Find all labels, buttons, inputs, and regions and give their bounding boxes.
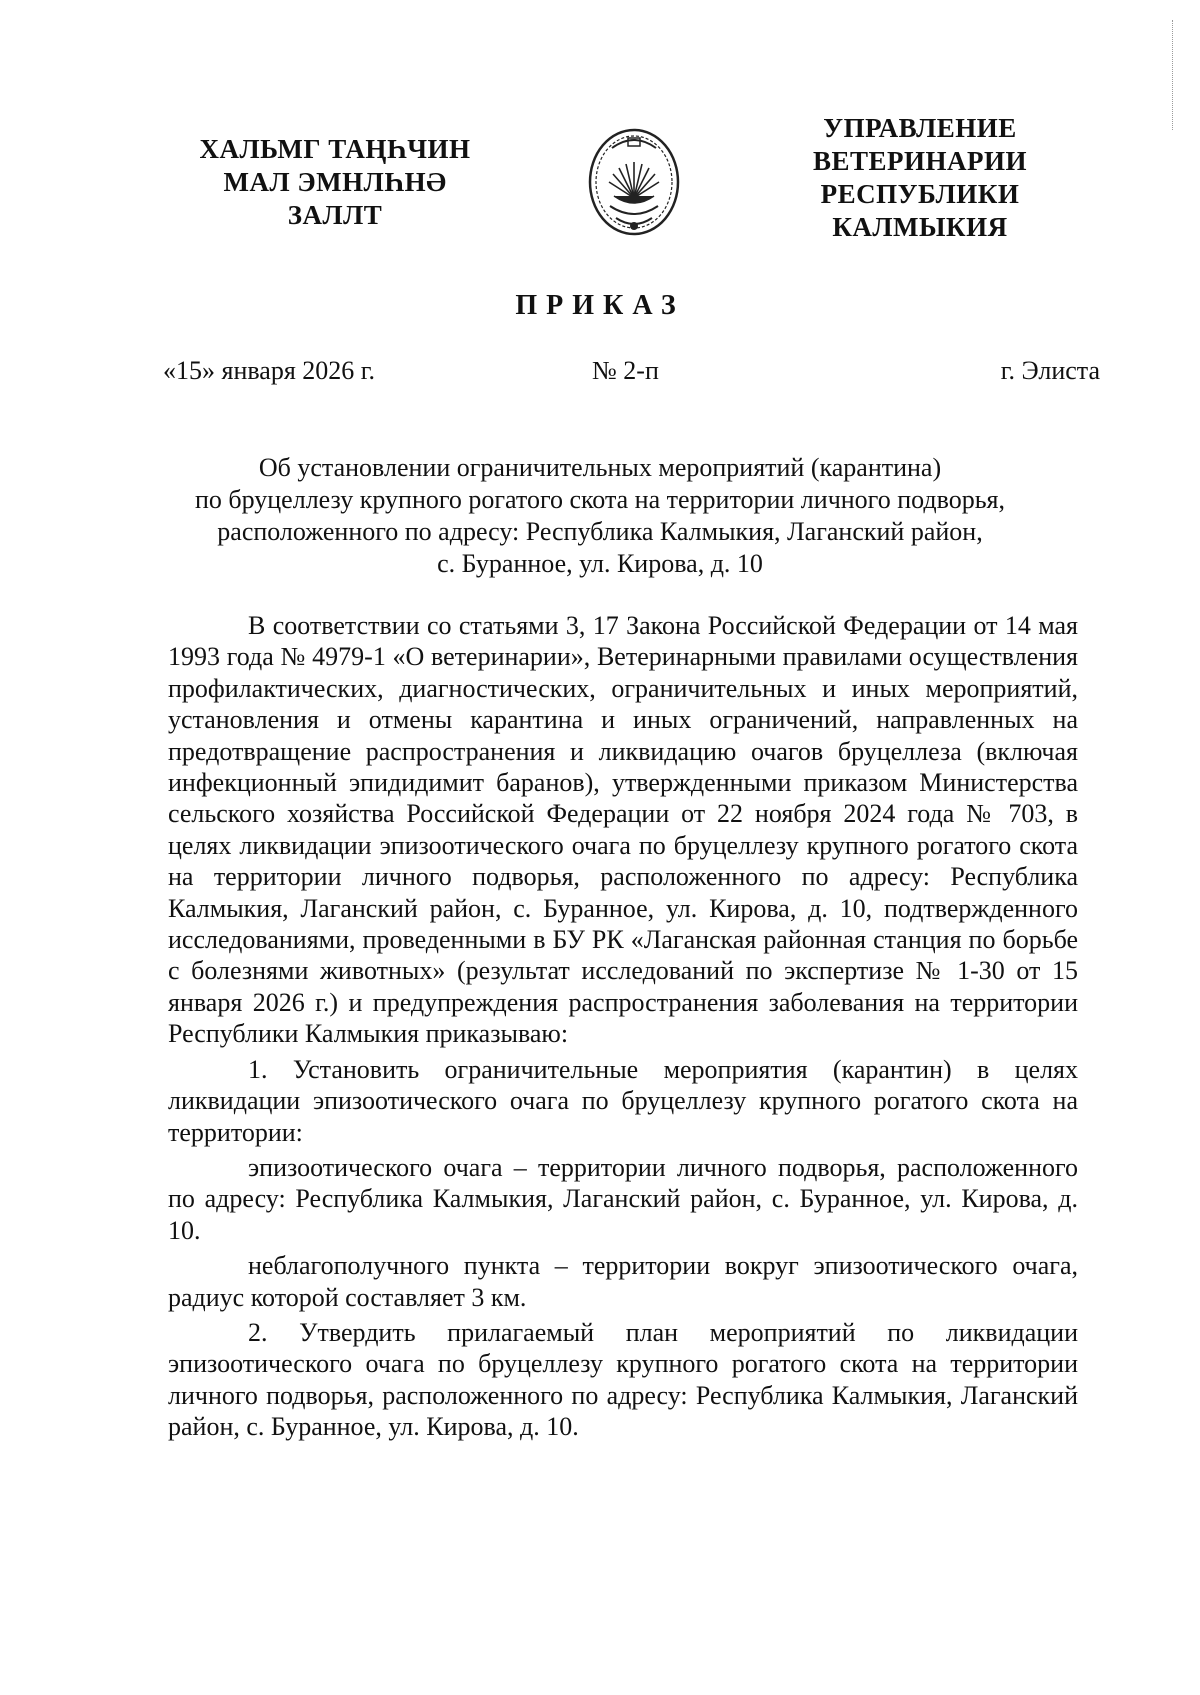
clause-2-paragraph: 2. Утвердить прилагаемый план мероприятий по ликвидации эпизоотического очага по бруцеллезу крупного рогатого скота на территории личного подворья, расположенного по адресу: Республика Калмыкия, Лаганский район, с. Буранное, ул. Кирова, д. 10. xyxy=(168,1317,1078,1442)
order-subject xyxy=(140,452,1060,580)
scan-artifact xyxy=(1172,20,1177,130)
header-right-line: РЕСПУБЛИКИ xyxy=(820,179,1020,209)
subject-line: Об установлении ограничительных мероприятий (карантина) xyxy=(258,453,942,482)
header-right-russian xyxy=(770,112,1070,244)
header-left-line: ЗАЛЛТ xyxy=(287,200,383,230)
subject-line: расположенного по адресу: Республика Калмыкия, Лаганский район, xyxy=(217,517,983,546)
kalmykia-coat-of-arms-icon xyxy=(586,126,682,238)
subject-line: с. Буранное, ул. Кирова, д. 10 xyxy=(437,549,763,578)
header-left-line: ХАЛЬМГ ТАҢҺЧИН xyxy=(199,134,471,164)
header-right-line: КАЛМЫКИЯ xyxy=(832,212,1008,242)
order-body xyxy=(168,610,1078,1443)
preamble-paragraph: В соответствии со статьями 3, 17 Закона Российской Федерации от 14 мая 1993 года № 4979-1 «О ветеринарии», Ветеринарными правилами осуществления профилактических, диагностических, ограничительных и иных мероприятий, установления и отмены карантина и иных ограничений, направленных на предотвращение распространения и ликвидацию очагов бруцеллеза (включая инфекционный эпидидимит баранов), утвержденными приказом Министерства сельского хозяйства Российской Федерации от 22 ноября 2024 года № 703, в целях ликвидации эпизоотического очага по бруцеллезу крупного рогатого скота на территории личного подворья, расположенного по адресу: Республика Калмыкия, Лаганский район, с. Буранное, ул. Кирова, д. 10, подтвержденного исследованиями, проведенными в БУ РК «Лаганская районная станция по борьбе с болезнями животных» (результат исследований по экспертизе № 1-30 от 15 января 2026 г.) и предупреждения распространения заболевания на территории Республики Калмыкия приказываю: xyxy=(168,611,1078,1049)
header-right-line: ВЕТЕРИНАРИИ xyxy=(812,146,1028,176)
order-city: г. Элиста xyxy=(1000,356,1100,385)
header-right-line: УПРАВЛЕНИЕ xyxy=(823,113,1017,143)
subject-line: по бруцеллезу крупного рогатого скота на территории личного подворья, xyxy=(194,485,1006,514)
clause-1-area-paragraph: неблагополучного пункта – территории вокруг эпизоотического очага, радиус которой составляет 3 км. xyxy=(168,1251,1078,1312)
header-left-line: МАЛ ЭМНЛҺНӘ xyxy=(223,167,447,197)
header-left-kalmyk xyxy=(190,133,480,232)
order-date: «15» января 2026 г. xyxy=(163,356,376,385)
clause-1-paragraph: 1. Установить ограничительные мероприятия (карантин) в целях ликвидации эпизоотического очага по бруцеллезу крупного рогатого скота на территории: xyxy=(168,1054,1078,1147)
document-type-title: ПРИКАЗ xyxy=(515,290,685,321)
clause-1-focus-paragraph: эпизоотического очага – территории личного подворья, расположенного по адресу: Республика Калмыкия, Лаганский район, с. Буранное, ул. Кирова, д. 10. xyxy=(168,1152,1078,1245)
order-number: № 2-п xyxy=(592,356,659,385)
